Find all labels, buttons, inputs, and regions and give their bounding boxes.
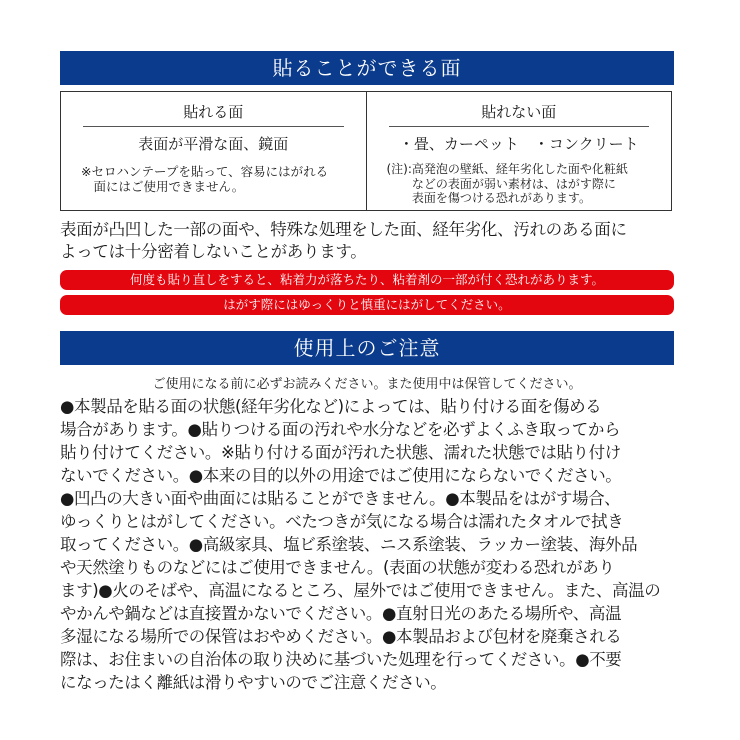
applicable-surfaces: 表面が平滑な面、鏡面 [138,135,289,153]
divider [83,126,344,127]
note-line: 高発泡の壁紙、経年劣化した面や化粧紙 [411,162,628,176]
body-line: やかんや鍋などは直接置かないでください。●直射日光のあたる場所や、高温 [60,604,622,623]
note-line: ※セロハンテープを貼って、容易にはがれる [81,164,329,179]
body-line: 貼り付けてください。※貼り付ける面が汚れた状態、濡れた状態では貼り付け [60,443,621,462]
applicable-heading: 貼れる面 [183,103,244,121]
body-line: 取ってください。●高級家具、塩ビ系塗装、ニス系塗装、ラッカー塗装、海外品 [60,535,638,554]
applicable-column [61,92,367,210]
warning-line: よっては十分密着しないことがあります。 [60,242,367,261]
surface-table [60,91,672,211]
note-line: 面にはご使用できません。 [81,179,245,194]
body-line: ないでください。●本来の目的以外の用途ではご使用にならないでください。 [60,466,622,485]
body-line: 多湿になる場所での保管はおやめください。●本製品および包材を廃棄される [60,627,622,646]
body-line: 際は、お住まいの自治体の取り決めに基づいた処理を行ってください。●不要 [60,650,622,669]
section-title-applicable-surfaces: 貼ることができる面 [60,51,674,85]
precautions-body [60,395,682,694]
body-line: ●凹凸の大きい面や曲面には貼ることができません。●本製品をはがす場合、 [60,489,621,508]
divider [389,126,650,127]
body-line: ゆっくりとはがしてください。べたつきが気になる場合は濡れたタオルで拭き [60,512,624,531]
body-line: 場合があります。●貼りつける面の汚れや水分などを必ずよくふき取ってから [60,420,621,439]
body-line: や天然塗りものなどにはご使用できません。(表面の状態が変わる恐れがあり [60,558,615,577]
warning-line: 表面が凸凹した一部の面や、特殊な処理をした面、経年劣化、汚れのある面に [60,220,627,239]
body-line: ●本製品を貼る面の状態(経年劣化など)によっては、貼り付ける面を傷める [60,397,602,416]
not-applicable-note [379,162,660,206]
body-line: になったはく離紙は滑りやすいのでご注意ください。 [60,673,447,692]
adhesion-warning [60,219,680,263]
precautions-subtitle: ご使用になる前に必ずお読みください。また使用中は保管してください。 [152,377,582,392]
body-line: ます)●火のそばや、高温になるところ、屋外ではご使用できません。また、高温の [60,581,661,600]
note-line: などの表面が弱い素材は、はがす際に [411,176,616,191]
not-applicable-heading: 貼れない面 [481,103,557,121]
section-title-precautions: 使用上のご注意 [60,331,674,365]
red-warning-remove: はがす際にはゆっくりと慎重にはがしてください。 [60,295,674,315]
not-applicable-surfaces: ・畳、カーペット ・コンクリート [398,135,639,153]
note-label: (注): [386,162,412,176]
red-warning-reapply: 何度も貼り直しをすると、粘着力が落ちたり、粘着剤の一部が付く恐れがあります。 [60,270,674,290]
note-line: 表面を傷つける恐れがあります。 [411,191,591,205]
not-applicable-column [367,92,672,210]
applicable-note [73,164,354,194]
